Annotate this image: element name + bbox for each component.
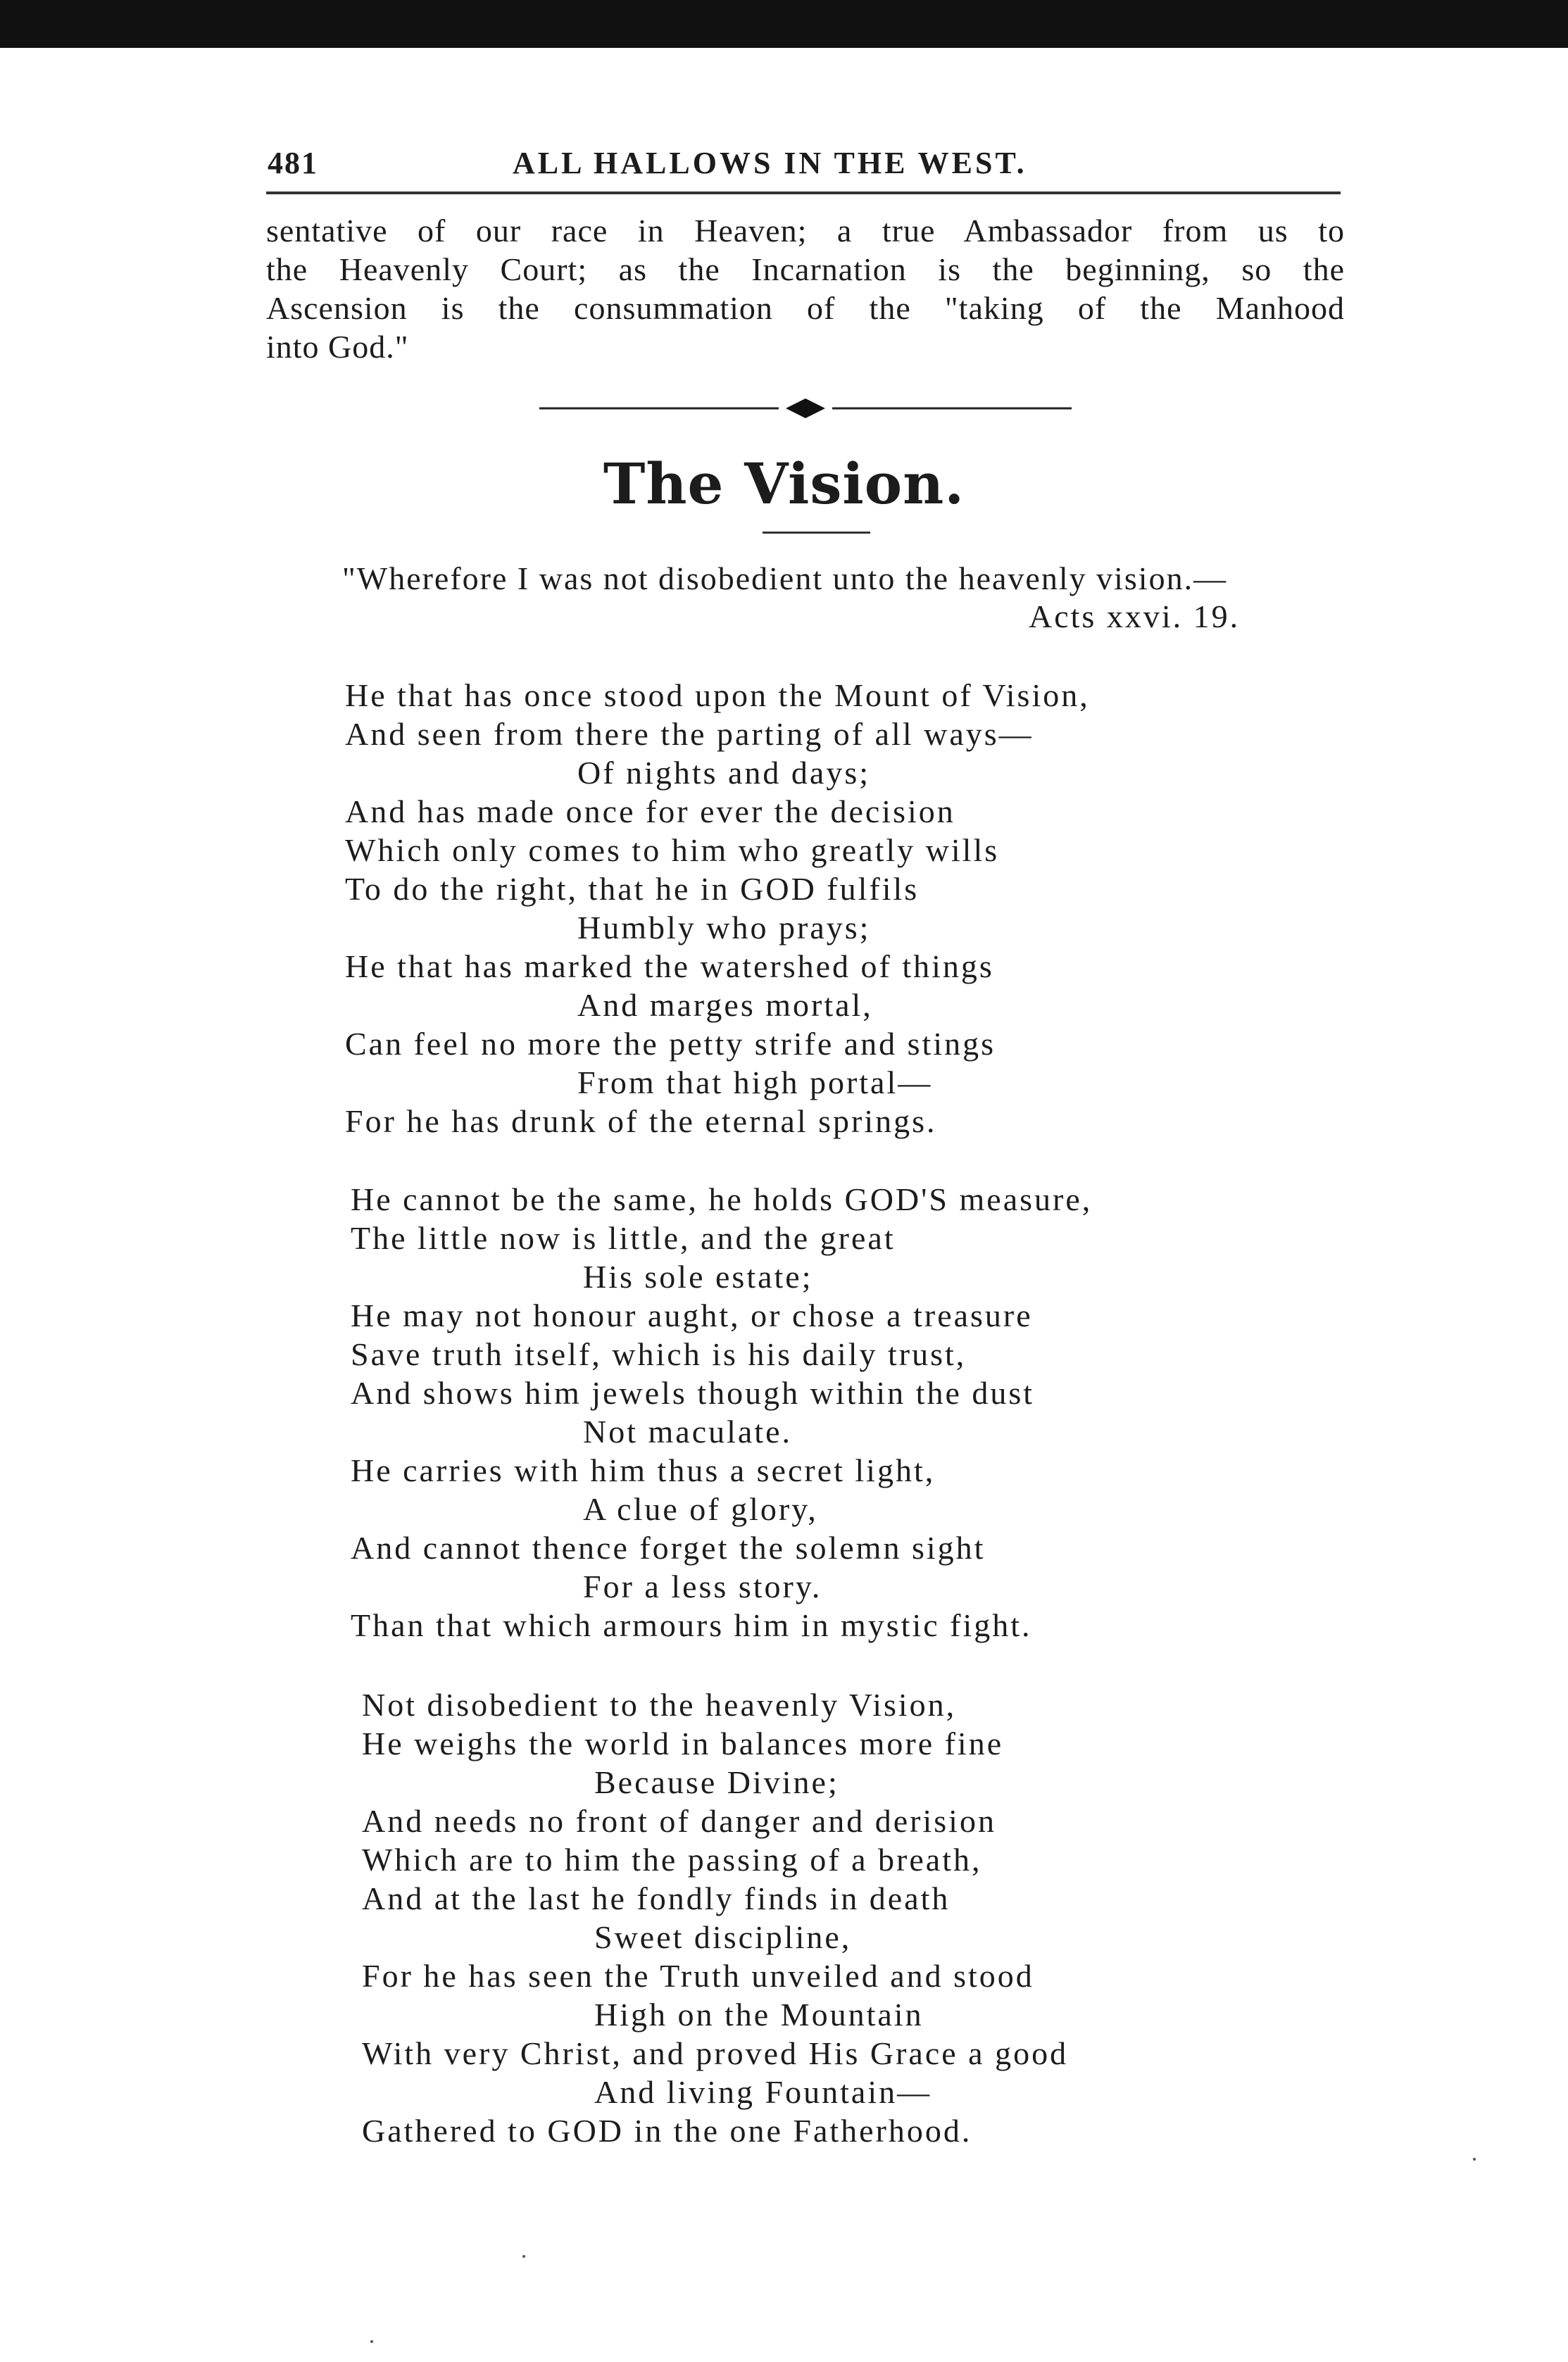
poem-line: Can feel no more the petty strife and stings [345,1026,996,1062]
poem-line: He that has once stood upon the Mount of Vision, [345,677,1090,713]
section-divider-ornament [539,394,1072,422]
paragraph-line: Ascension is the consummation of the "taking of the Manhood [266,290,1345,326]
poem-line: Because Divine; [594,1764,839,1800]
poem-line: He weighs the world in balances more fine [362,1726,1004,1761]
paragraph-line: the Heavenly Court; as the Incarnation is the beginning, so the [266,251,1345,287]
poem-line: For he has seen the Truth unveiled and stood [362,1958,1034,1994]
poem-line: He cannot be the same, he holds GOD'S measure, [351,1181,1093,1217]
poem-line: And at the last he fondly finds in death [362,1880,951,1916]
poem-line: Humbly who prays; [577,910,871,946]
poem-line: And seen from there the parting of all ways— [345,716,1034,752]
page-header [0,141,1568,190]
poem-line: And marges mortal, [577,987,873,1023]
poem-line: He carries with him thus a secret light, [351,1452,936,1488]
poem-line: To do the right, that he in GOD fulfils [345,871,920,907]
header-rule [266,191,1341,194]
running-title: ALL HALLOWS IN THE WEST. [513,146,1027,180]
poem-line: Which are to him the passing of a breath, [362,1842,982,1878]
poem-line: Save truth itself, which is his daily trust, [351,1336,967,1372]
poem-title: The Vision. [603,451,965,517]
poem-line: And living Fountain— [594,2074,932,2110]
intro-paragraph [266,211,1345,366]
stanza-2 [351,1180,1092,1645]
poem-line: Not maculate. [583,1414,793,1450]
scan-speck [1473,2158,1476,2161]
poem-line: The little now is little, and the great [351,1220,896,1256]
poem-line: He may not honour aught, or chose a treasure [351,1298,1033,1333]
poem-line: And shows him jewels though within the dust [351,1375,1035,1411]
paragraph-line: sentative of our race in Heaven; a true Ambassador from us to [266,213,1345,249]
poem-line: With very Christ, and proved His Grace a good [362,2035,1069,2071]
poem-line: And cannot thence forget the solemn sight [351,1530,986,1566]
poem-line: And needs no front of danger and derision [362,1803,996,1839]
poem-line: Gathered to GOD in the one Fatherhood. [362,2113,972,2149]
scan-speck [522,2255,525,2258]
poem-line: Of nights and days; [577,755,871,791]
poem-line: And has made once for ever the decision [345,793,955,829]
poem-line: A clue of glory, [583,1491,818,1527]
poem-line: Which only comes to him who greatly wills [345,832,1000,868]
poem-line: Sweet discipline, [594,1919,852,1955]
page-top-border [0,0,1568,48]
stanza-1 [345,676,1090,1141]
paragraph-line: into God." [266,329,409,365]
poem-line: His sole estate; [583,1259,813,1295]
poem-line: High on the Mountain [594,1997,924,2033]
poem-epigraph: "Wherefore I was not disobedient unto the heavenly vision.— [342,560,1228,596]
scan-speck [370,2340,373,2343]
poem-line: Than that which armours him in mystic fight. [351,1607,1032,1643]
poem-line: For he has drunk of the eternal springs. [345,1103,937,1139]
poem-line: Not disobedient to the heavenly Vision, [362,1687,957,1723]
page-number: 481 [268,146,318,180]
poem-line: From that high portal— [577,1064,933,1100]
poem-line: For a less story. [583,1569,822,1604]
title-rule [763,532,870,534]
epigraph-citation: Acts xxvi. 19. [1029,598,1241,634]
poem-line: He that has marked the watershed of things [345,948,994,984]
stanza-3 [362,1685,1068,2150]
